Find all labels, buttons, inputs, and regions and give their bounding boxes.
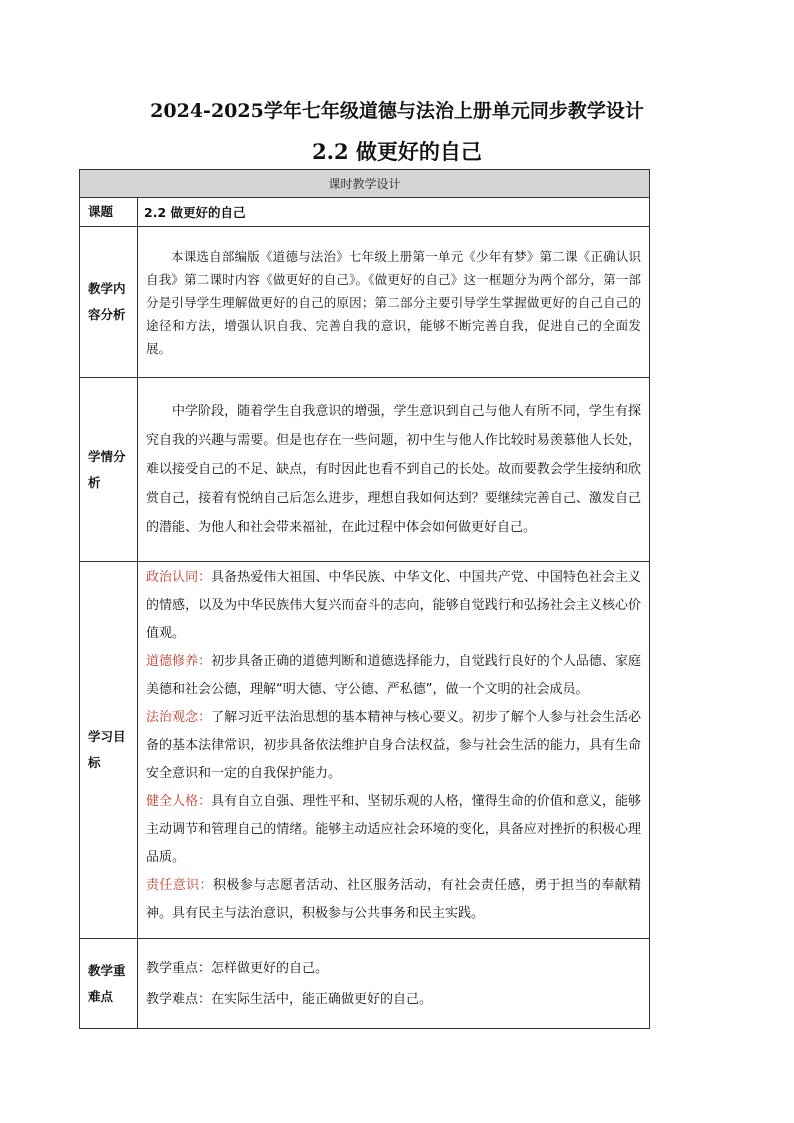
objective-item (146, 564, 641, 648)
document-title: 2024-2025学年七年级道德与法治上册单元同步教学设计 (150, 100, 644, 122)
objective-text: 初步具备正确的道德判断和道德选择能力，自觉践行良好的个人品德、家庭美德和社会公德，理解“明大德、守公德、严私德”，做一个文明的社会成员。 (146, 654, 641, 697)
objective-item (146, 788, 641, 872)
key-points-label: 教学重难点 (80, 939, 138, 1029)
key-points-cell (138, 939, 650, 1029)
objective-head: 责任意识： (146, 878, 213, 893)
topic-label: 课题 (80, 198, 138, 227)
table-header: 课时教学设计 (80, 170, 650, 198)
document-subtitle: 2.2 做更好的自己 (312, 139, 482, 164)
topic-value: 2.2 做更好的自己 (138, 198, 650, 227)
key-focus: 教学重点：怎样做更好的自己。 (146, 960, 329, 976)
lesson-design-table (79, 169, 650, 1029)
objective-text: 具有自立自强、理性平和、坚韧乐观的人格，懂得生命的价值和意义，能够主动调节和管理自己的情绪。能够主动适应社会环境的变化，具备应对挫折的积极心理品质。 (146, 794, 642, 865)
content-analysis-cell (138, 227, 650, 378)
learner-analysis-cell (138, 378, 650, 562)
objective-head: 道德修养： (146, 654, 212, 669)
content-analysis-label: 教学内容分析 (80, 227, 138, 378)
objective-item (146, 648, 641, 704)
objectives-label: 学习目标 (80, 562, 138, 939)
objective-head: 健全人格： (146, 794, 212, 809)
key-difficulty: 教学难点：在实际生活中，能正确做更好的自己。 (146, 991, 433, 1007)
objective-item (146, 872, 641, 928)
content-analysis-text: 本课选自部编版《道德与法治》七年级上册第一单元《少年有梦》第二课《正确认识自我》第二课时内容《做更好的自己》。《做更好的自己》这一框题分为两个部分，第一部分是引导学生理解做更好的自己的原因；第二部分主要引导学生掌握做更好的自己自己的途径和方法，增强认识自我、完善自我的意识，能够不断完善自我，促进自己的全面发展。 (146, 248, 642, 356)
learner-analysis-label: 学情分析 (80, 378, 138, 562)
objective-head: 法治观念： (146, 710, 212, 725)
objective-text: 了解习近平法治思想的基本精神与核心要义。初步了解个人参与社会生活必备的基本法律常识，初步具备依法维护自身合法权益，参与社会生活的能力，具有生命安全意识和一定的自我保护能力。 (146, 710, 642, 781)
objective-head: 政治认同： (146, 570, 212, 585)
objectives-cell (138, 562, 650, 939)
objective-text: 具备热爱伟大祖国、中华民族、中华文化、中国共产党、中国特色社会主义的情感，以及为中华民族伟大复兴而奋斗的志向，能够自觉践行和弘扬社会主义核心价值观。 (146, 570, 642, 641)
learner-analysis-text: 中学阶段，随着学生自我意识的增强，学生意识到自己与他人有所不同，学生有探究自我的兴趣与需要。但是也存在一些问题，初中生与他人作比较时易羡慕他人长处，难以接受自己的不足、缺点，有时因此也看不到自己的长处。故而要教会学生接纳和欣赏自己，接着有悦纳自己后怎么进步，理想自我如何达到？要继续完善自己、激发自己的潜能、为他人和社会带来福祉，在此过程中体会如何做更好自己。 (146, 404, 642, 535)
objective-text: 积极参与志愿者活动、社区服务活动，有社会责任感，勇于担当的奉献精神。具有民主与法治意识，积极参与公共事务和民主实践。 (146, 878, 641, 921)
objective-item (146, 704, 641, 788)
